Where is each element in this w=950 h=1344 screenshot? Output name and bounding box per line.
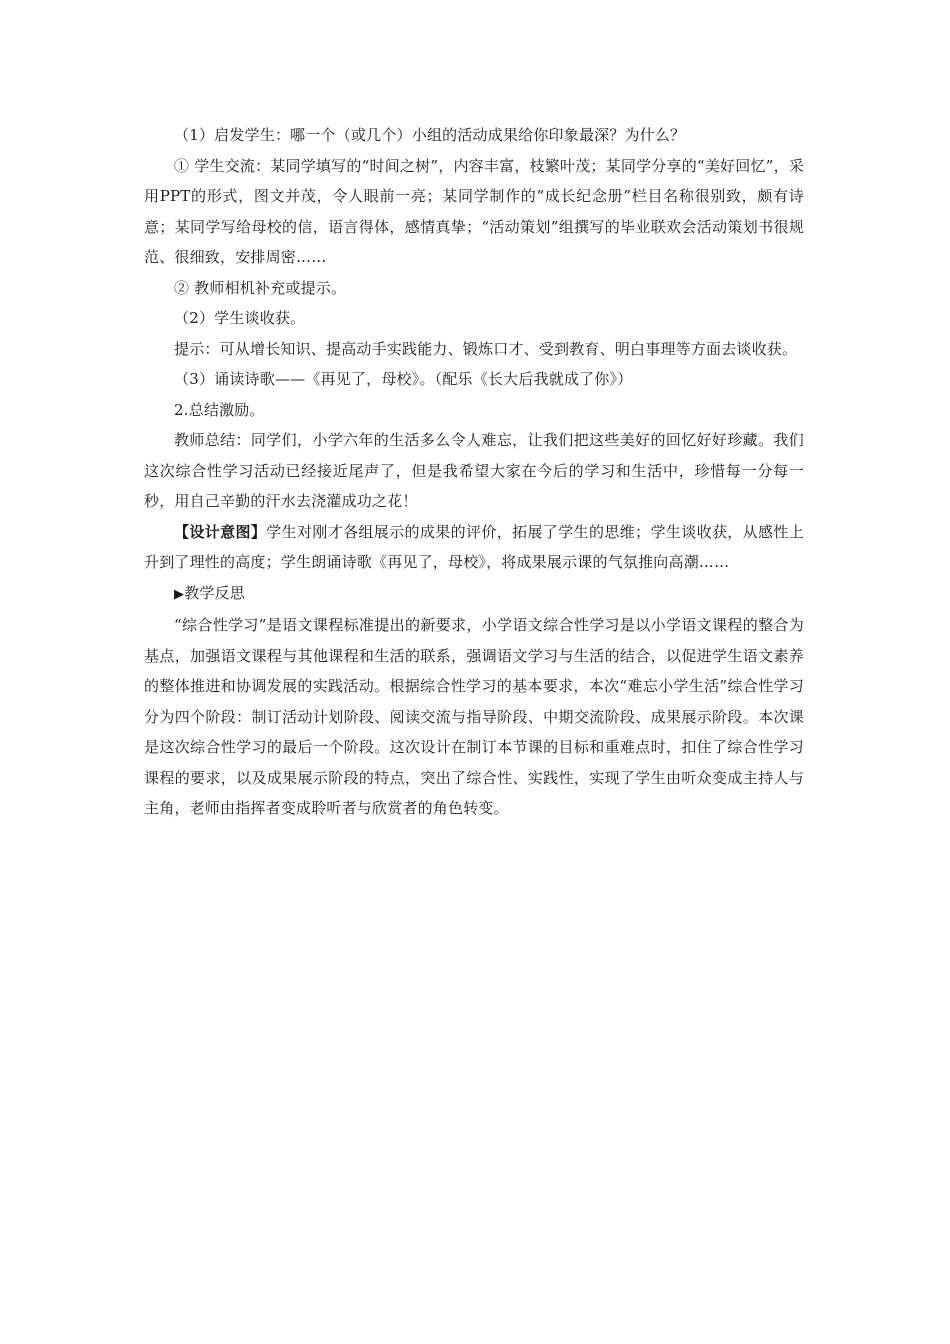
design-intent-label: 【设计意图】 [174, 522, 267, 541]
paragraph-prompt-students: （1）启发学生：哪一个（或几个）小组的活动成果给你印象最深？为什么？ [174, 126, 686, 144]
paragraph-summary-heading: 2.总结激励。 [174, 400, 265, 419]
paragraph-student-exchange: ① 学生交流：某同学填写的“时间之树”，内容丰富，枝繁叶茂；某同学分享的“美好回忆”，采用PPT的形式，图文并茂，令人眼前一亮；某同学制作的“成长纪念册”栏目名称很别致，颇有诗意；某同学写给母校的信，语言得体，感情真挚；“活动策划”组撰写的毕业联欢会活动策划书很规范、很细致，安排周密…… [144, 156, 804, 266]
document-page [144, 120, 804, 824]
paragraph-teacher-summary: 教师总结：同学们，小学六年的生活多么令人难忘，让我们把这些美好的回忆好好珍藏。我们这次综合性学习活动已经接近尾声了，但是我希望大家在今后的学习和生活中，珍惜每一分每一秒，用自己辛勤的汗水去浇灌成功之花！ [144, 431, 804, 510]
reflection-heading-text: 教学反思 [184, 583, 246, 602]
paragraph-design-intent [144, 517, 804, 578]
design-intent-text: 学生对刚才各组展示的成果的评价，拓展了学生的思维；学生谈收获，从感性上升到了理性的高度；学生朗诵诗歌《再见了，母校》，将成果展示课的气氛推向高潮…… [144, 522, 804, 571]
paragraph-reflection-heading [144, 578, 804, 611]
triangle-marker-icon: ▶ [174, 586, 185, 602]
paragraph-student-gains: （2）学生谈收获。 [174, 309, 306, 327]
paragraph-reflection-body: “综合性学习”是语文课程标准提出的新要求，小学语文综合性学习是以小学语文课程的整合为基点，加强语文课程与其他课程和生活的联系，强调语文学习与生活的结合，以促进学生语文素养的整体推进和协调发展的实践活动。根据综合性学习的基本要求，本次“难忘小学生活”综合性学习分为四个阶段：制订活动计划阶段、阅读交流与指导阶段、中期交流阶段、成果展示阶段。本次课是这次综合性学习的最后一个阶段。这次设计在制订本节课的目标和重难点时，扣住了综合性学习课程的要求，以及成果展示阶段的特点，突出了综合性、实践性，实现了学生由听众变成主持人与主角，老师由指挥者变成聆听者与欣赏者的角色转变。 [144, 616, 804, 817]
paragraph-teacher-supplement: ② 教师相机补充或提示。 [174, 278, 347, 297]
paragraph-poem-recital: （3）诵读诗歌——《再见了，母校》。（配乐《长大后我就成了你》） [174, 370, 633, 388]
paragraph-hint: 提示：可从增长知识、提高动手实践能力、锻炼口才、受到教育、明白事理等方面去谈收获。 [174, 339, 798, 358]
